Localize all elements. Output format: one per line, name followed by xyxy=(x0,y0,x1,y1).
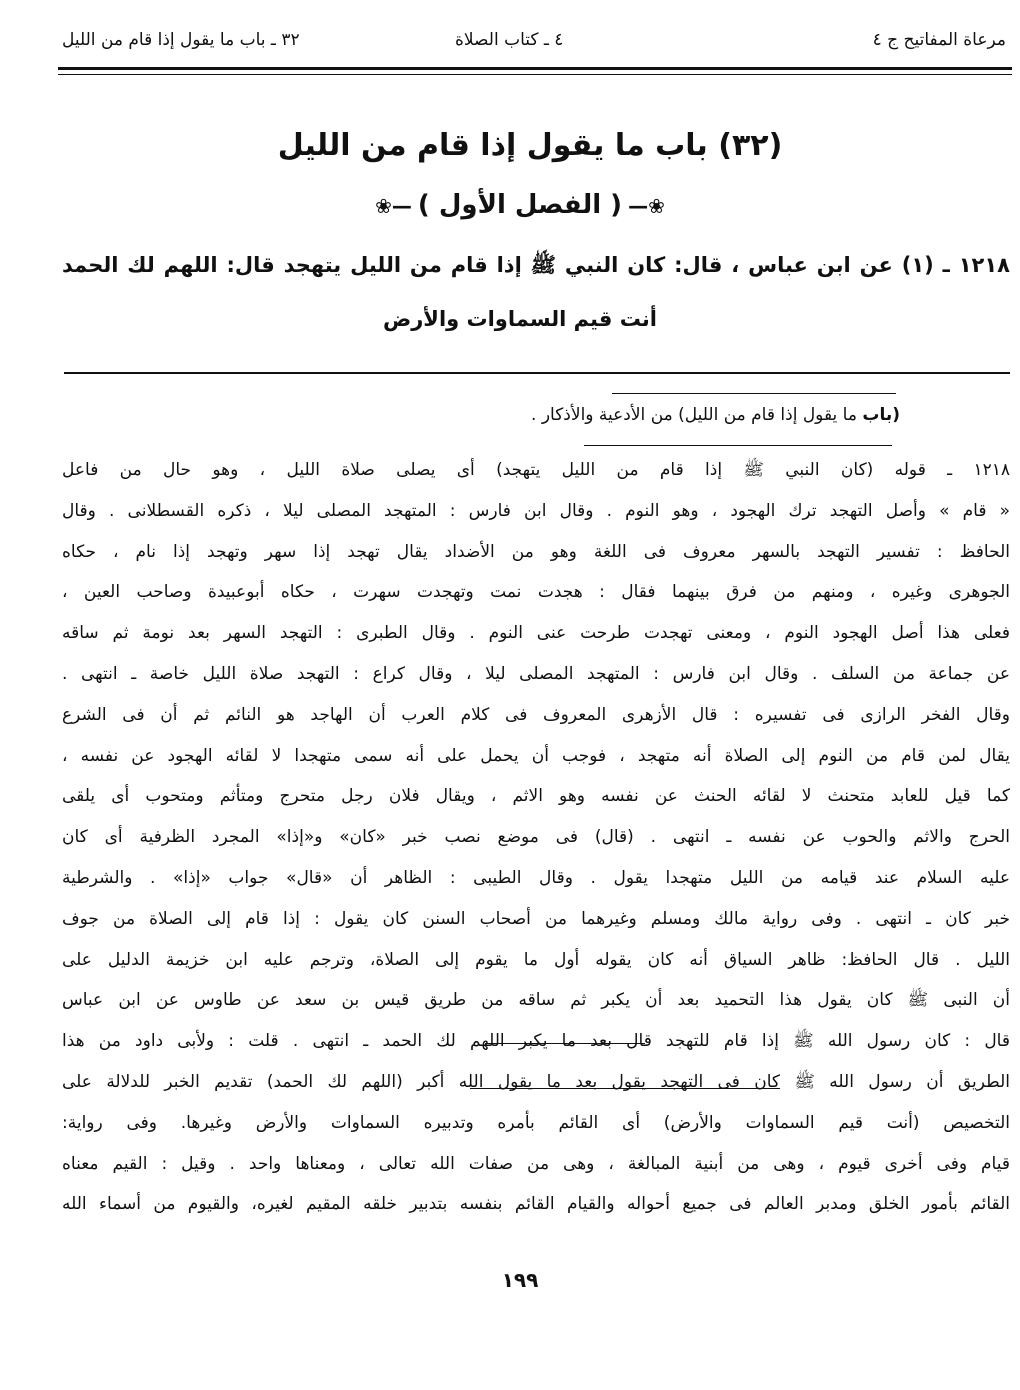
commentary-line: الليل . قال الحافظ: ظاهر السياق أنه كان يقوله أول ما يقوم إلى الصلاة، وترجم عليه ابن خزيمة الدليل على xyxy=(62,949,1010,970)
commentary-heading-text: ما يقول إذا قام من الليل) من الأدعية والأذكار . xyxy=(531,405,863,425)
commentary-line: أن النبى ﷺ كان يقول هذا التحميد بعد أن يكبر ثم ساقه من طريق قيس بن سعد عن طاوس عن ابن عباس xyxy=(62,990,1010,1011)
ornament-icon: ❀— xyxy=(628,193,665,218)
commentary-line: ١٢١٨ ـ قوله (كان النبي ﷺ إذا قام من الليل يتهجد) أى يصلى صلاة الليل ، وهو حال من فاعل xyxy=(62,460,1010,480)
page-number: ١٩٩ xyxy=(501,1268,539,1292)
hadith-text-line: أنت قيم السماوات والأرض xyxy=(382,307,658,331)
commentary-line: الجوهرى وغيره ، ومنهم من فرق بينهما فقال : هجدت نمت وتهجدت سهرت ، حكاه أبوعبيدة وصاحب العين ، xyxy=(62,582,1010,603)
commentary-line: فعلى هذا أصل الهجود النوم ، ومعنى تهجدت طرحت عنى النوم . وقال الطبرى : التهجد السهر بعد نومة ثم ساقه xyxy=(62,623,1010,644)
section-subtitle xyxy=(0,190,1020,220)
commentary-line: قيام وفى أخرى قيوم ، وهى من أبنية المبالغة ، وهى من صفات الله تعالى ، ومعناها واحد . وقيل : القيم معناه xyxy=(62,1153,1010,1174)
running-header-chapter: ٤ ـ كتاب الصلاة xyxy=(455,30,564,50)
commentary-line: القائم بأمور الخلق ومدبر العالم فى جميع أحواله والقيام القائم بنفسه بتدبير خلقه المقيم لغيره، والقيوم من أسماء الله xyxy=(62,1194,1010,1215)
commentary-line: عليه السلام عند قيامه من الليل متهجدا يقول . وقال الطيبى : الظاهر أن «قال» جواب «إذا» . والشرطية xyxy=(62,868,1010,888)
section-subtitle-text: ( الفصل الأول ) xyxy=(417,190,623,220)
commentary-heading xyxy=(531,405,900,425)
header-rule-thin xyxy=(58,74,1012,75)
commentary-line: كما قيل للعابد متحنث لا لقائه الحنث عن نفسه وهو الاثم ، ويقال فلان رجل متحرج ومتأثم ومتحوب أى يلقى xyxy=(62,786,1010,807)
commentary-line: الحافظ : تفسير التهجد بالسهر معروف فى اللغة وهو من الأضداد يقال تهجد إذا سهر وتهجد إذا نام ، حكاه xyxy=(62,541,1010,562)
header-rule-thick xyxy=(58,67,1012,70)
commentary-line: خبر كان ـ انتهى . وفى رواية مالك ومسلم وغيرهما من أصحاب السنن كان يقول : إذا قام إلى الصلاة من جوف xyxy=(62,908,1010,929)
commentary-line: الطريق أن رسول الله ﷺ كان فى التهجد يقول بعد ما يقول الله أكبر (اللهم لك الحمد) تقديم الخبر للدلالة على xyxy=(62,1072,1010,1092)
overline xyxy=(612,393,896,394)
overline xyxy=(584,445,892,446)
commentary-line: قال : كان رسول الله ﷺ إذا قام للتهجد قال بعد ما يكبر اللهم لك الحمد ـ انتهى . قلت : ولأبى داود من هذا xyxy=(62,1031,1010,1052)
commentary-line: يقال لمن قام من النوم إلى الصلاة أنه متهجد ، فوجب أن يحمل على أنه سمى متهجدا لا لقائه الهجود عن نفسه ، xyxy=(62,745,1010,766)
hadith-text-line: ١٢١٨ ـ (١) عن ابن عباس ، قال: كان النبي ﷺ إذا قام من الليل يتهجد قال: اللهم لك الحمد xyxy=(62,253,1010,277)
commentary-heading-bold: (باب xyxy=(862,405,900,425)
chapter-title: (٣٢) باب ما يقول إذا قام من الليل xyxy=(277,128,783,163)
ornament-icon: —❀ xyxy=(375,193,412,218)
commentary-line: وقال الفخر الرازى فى تفسيره : قال الأزهرى المعروف فى كلام العرب أن الهاجد هو النائم ثم أن فى الشرع xyxy=(62,704,1010,725)
running-header-book: مرعاة المفاتيح ج ٤ xyxy=(872,30,1006,50)
commentary-line: الحرج والاثم والحوب عن نفسه ـ انتهى . (قال) فى موضع نصب خبر «كان» و«إذا» المجرد الظرفية أى كان xyxy=(62,827,1010,848)
commentary-line: عن جماعة من السلف . وقال ابن فارس : المتهجد المصلى ليلا ، وقال كراع : التهجد صلاة الليل خاصة ـ انتهى . xyxy=(62,664,1010,684)
running-header-section: ٣٢ ـ باب ما يقول إذا قام من الليل xyxy=(62,30,300,50)
commentary-line: « قام » وأصل التهجد ترك الهجود ، وهو النوم . وقال ابن فارس : المتهجد المصلى ليلا ، ذكره القسطلانى . وقال xyxy=(62,500,1010,521)
hadith-divider xyxy=(64,372,1010,374)
commentary-line: التخصيص (أنت قيم السماوات والأرض) أى القائم بأمره وتدبيره السماوات والأرض وغيرها. وفى رواية: xyxy=(62,1112,1010,1133)
